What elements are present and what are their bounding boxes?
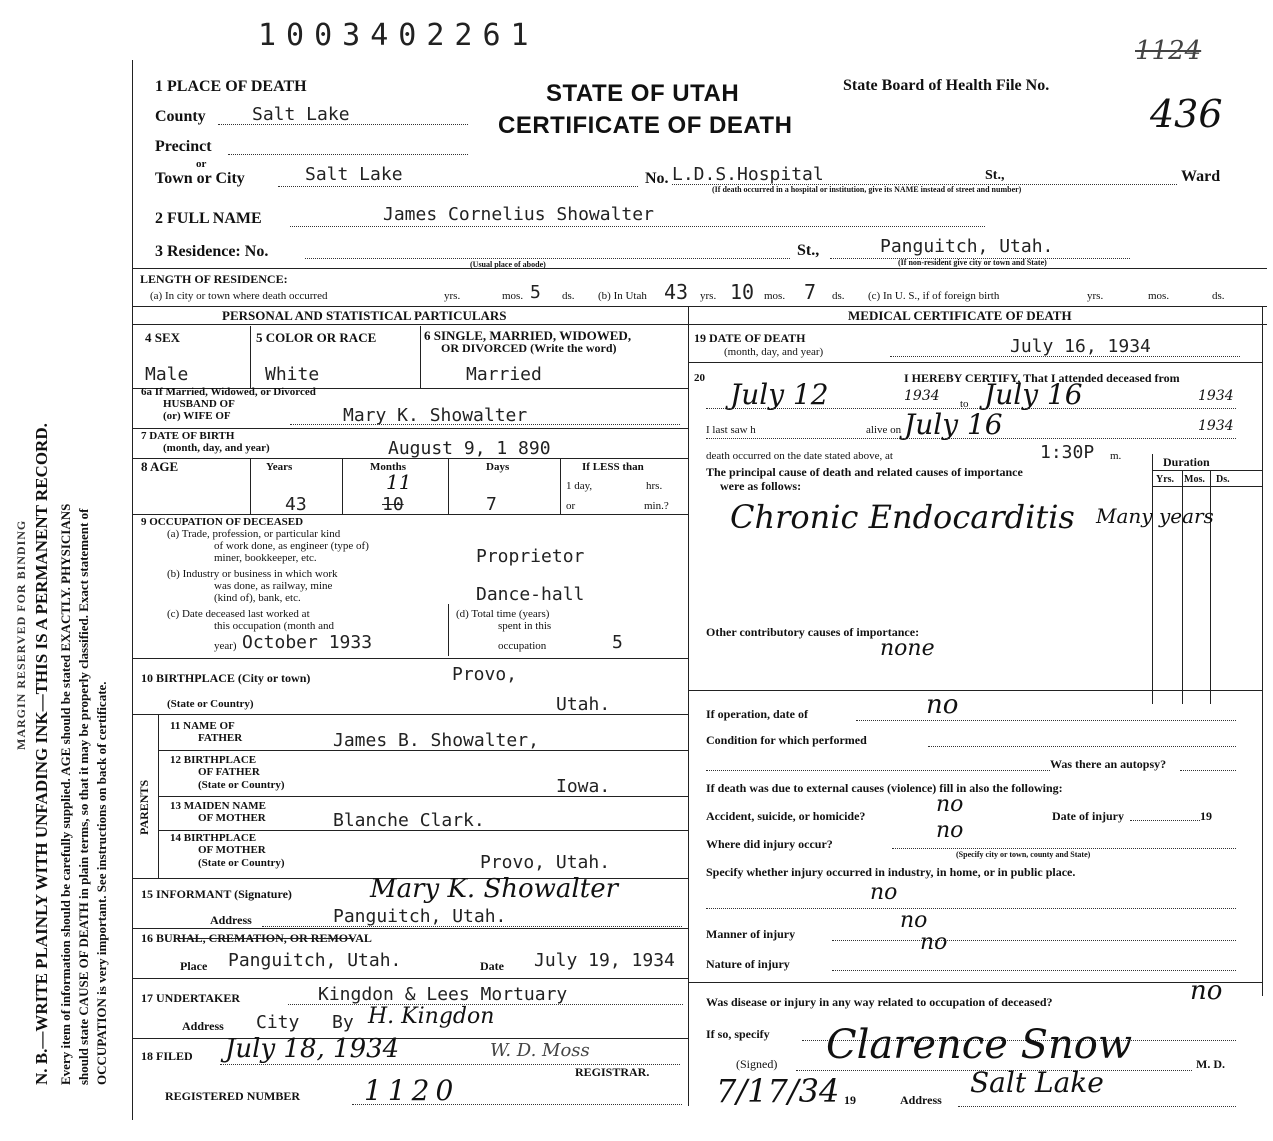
occupation-related-label: Was disease or injury in any way related to occupation of deceased?	[706, 995, 1053, 1009]
medical-header: MEDICAL CERTIFICATE OF DEATH	[848, 308, 1072, 323]
if-so-label: If so, specify	[706, 1027, 770, 1041]
manner-label: Manner of injury	[706, 927, 796, 941]
injury-date-label: Date of injury	[1052, 809, 1124, 823]
external-causes-label: If death was due to external causes (violence) fill in also the following:	[706, 781, 1063, 795]
occ-b-label-3: (kind of), bank, etc.	[214, 592, 301, 604]
father-label-2: FATHER	[198, 732, 243, 744]
physician-signature: Clarence Snow	[826, 1022, 1133, 1068]
full-name-label: 2 FULL NAME	[155, 210, 262, 227]
dod-label-2: (month, day, and year)	[724, 346, 824, 358]
residence-label: 3 Residence: No.	[155, 243, 269, 260]
accident-label: Accident, suicide, or homicide?	[706, 809, 866, 823]
attend-to-value: July 16	[984, 378, 1083, 411]
county-line	[218, 124, 468, 125]
dob-label-1: 7 DATE OF BIRTH	[141, 430, 235, 442]
signed-year-label: 19	[844, 1093, 856, 1107]
last-saw-label: I last saw h	[706, 424, 756, 436]
hospital-note: (If death occurred in a hospital or institution, give its NAME instead of street and number)	[712, 185, 1022, 194]
sex-label: 4 SEX	[145, 330, 181, 345]
nature-value: no	[920, 930, 948, 955]
duration-header-rule	[1152, 470, 1262, 471]
row-16-rule	[132, 928, 688, 929]
serial-number: 1003402261	[258, 18, 539, 53]
residence-top-rule	[132, 268, 1267, 269]
residence-a-ds: ds.	[562, 290, 575, 302]
residence-a-label: (a) In city or town where death occurred	[150, 290, 328, 302]
injury-date-year-label: 19	[1200, 809, 1212, 823]
section-header-rule	[132, 306, 1267, 307]
months-label: Months	[370, 461, 407, 473]
row-operation-rule	[688, 690, 1262, 691]
father-label-1: 11 NAME OF	[170, 720, 235, 732]
row-10-rule	[132, 658, 688, 659]
marital-label-2: OR DIVORCED (Write the word)	[441, 341, 617, 355]
residence-a-mos: mos.	[502, 290, 524, 302]
age-divider-4	[560, 458, 561, 514]
margin-binding-text: MARGIN RESERVED FOR BINDING	[14, 519, 28, 750]
last-saw-year: 1934	[1198, 418, 1234, 434]
birthplace-city-value: Provo,	[452, 664, 518, 685]
hospital-value: L.D.S.Hospital	[672, 164, 824, 185]
residence-c-label: (c) In U. S., if of foreign birth	[868, 290, 1000, 302]
precinct-label: Precinct	[155, 138, 212, 155]
autopsy-answer-line	[1180, 770, 1236, 771]
certify-number: 20	[694, 372, 705, 384]
father-birth-label-3: (State or Country)	[198, 779, 285, 791]
age-divider-1	[250, 458, 251, 514]
sex-race-divider	[250, 326, 251, 388]
personal-header: PERSONAL AND STATISTICAL PARTICULARS	[222, 308, 507, 323]
or-min-label: or	[566, 500, 576, 512]
duration-label: Duration	[1163, 455, 1210, 469]
residence-b-ds-value: 7	[804, 280, 817, 304]
row-13-rule	[158, 796, 688, 797]
race-value: White	[265, 364, 320, 385]
ward-label: Ward	[1181, 168, 1221, 185]
full-name-line	[290, 226, 985, 227]
county-value: Salt Lake	[252, 104, 350, 125]
age-years-value: 43	[285, 494, 307, 515]
registered-number-line	[352, 1104, 682, 1105]
min-label: min.?	[644, 500, 669, 512]
burial-label-strike	[174, 938, 354, 939]
mother-label-2: OF MOTHER	[198, 812, 266, 824]
occupation-d-divider	[448, 604, 449, 656]
residence-c-mos: mos.	[1148, 290, 1170, 302]
attend-from-value: July 12	[730, 378, 829, 411]
undertaker-address-label: Address	[182, 1019, 224, 1033]
cause-duration-value: Many years	[1096, 504, 1214, 528]
birthplace-state-label: (State or Country)	[167, 698, 254, 710]
sex-value: Male	[145, 364, 189, 385]
residence-b-label: (b) In Utah	[598, 290, 647, 302]
undertaker-address-value: City	[256, 1012, 300, 1033]
hrs-label: hrs.	[646, 480, 663, 492]
mother-birth-label-2: OF MOTHER	[198, 844, 266, 856]
age-label: 8 AGE	[141, 459, 179, 474]
physician-address-value: Salt Lake	[970, 1066, 1104, 1099]
residence-a-mos-value: 5	[530, 282, 541, 303]
occ-c-label-1: (c) Date deceased last worked at	[167, 608, 310, 620]
manner-value: no	[900, 908, 928, 933]
birthplace-state-value: Utah.	[556, 694, 611, 715]
one-day-label: 1 day,	[566, 480, 593, 492]
margin-nb-text: N. B.—WRITE PLAINLY WITH UNFADING INK—THIS IS A PERMANENT RECORD.	[32, 423, 51, 1085]
residence-c-yrs: yrs.	[1087, 290, 1104, 302]
spouse-label-1: 6a If Married, Widowed, or Divorced	[141, 386, 316, 398]
row-18-rule	[132, 1038, 688, 1039]
residence-b-yrs: yrs.	[700, 290, 717, 302]
other-causes-label: Other contributory causes of importance:	[706, 625, 920, 639]
father-value: James B. Showalter,	[333, 730, 539, 751]
town-label: Town or City	[155, 170, 245, 187]
full-name-value: James Cornelius Showalter	[383, 204, 654, 225]
cause-label-1: The principal cause of death and related causes of importance	[706, 465, 1023, 479]
residence-c-ds: ds.	[1212, 290, 1225, 302]
parents-label: PARENTS	[137, 779, 151, 835]
marital-label-1: 6 SINGLE, MARRIED, WIDOWED,	[424, 328, 632, 343]
town-line	[278, 186, 638, 187]
certificate-title: CERTIFICATE OF DEATH	[498, 112, 793, 139]
age-divider-2	[342, 458, 343, 514]
occ-c-label-3: year)	[214, 640, 237, 652]
margin-instruction-1: Every item of information should be carefully supplied. AGE should be stated EXACTLY. PHYSICIANS	[58, 503, 73, 1085]
marital-value: Married	[466, 364, 542, 385]
length-of-residence-label: LENGTH OF RESIDENCE:	[140, 272, 288, 286]
precinct-line	[228, 154, 468, 155]
injury-date-line	[1130, 820, 1200, 821]
age-days-value: 7	[486, 494, 497, 515]
md-label: M. D.	[1196, 1057, 1225, 1071]
attend-to-label: to	[960, 398, 969, 410]
occ-b-label-2: was done, as railway, mine	[214, 580, 333, 592]
occupation-related-value: no	[1190, 976, 1223, 1006]
manner-line	[832, 940, 1236, 941]
occupation-c-value: October 1933	[242, 632, 373, 653]
signed-date-value: 7/17/34	[716, 1072, 840, 1110]
last-saw-line	[706, 438, 1236, 439]
or-label: or	[196, 158, 207, 170]
county-label: County	[155, 108, 206, 125]
hospital-no-label: No.	[645, 170, 669, 187]
where-injury-line	[892, 848, 1236, 849]
operation-value: no	[926, 690, 959, 720]
residence-a-yrs: yrs.	[444, 290, 461, 302]
spouse-line	[290, 424, 680, 425]
burial-date-value: July 19, 1934	[534, 950, 675, 971]
where-injury-value: no	[936, 818, 964, 843]
nonresident-note: (If non-resident give city or town and State)	[898, 258, 1047, 267]
attend-from-year: 1934	[904, 388, 940, 404]
residence-b-yrs-value: 43	[664, 280, 689, 304]
death-time-m: m.	[1110, 450, 1122, 462]
nature-label: Nature of injury	[706, 957, 790, 971]
occ-d-label-3: occupation	[498, 640, 547, 652]
occ-a-label-2: of work done, as engineer (type of)	[214, 540, 369, 552]
row-8-rule	[132, 458, 688, 459]
attend-to-year: 1934	[1198, 388, 1234, 404]
filed-value: July 18, 1934	[225, 1034, 400, 1064]
autopsy-line	[706, 770, 1050, 771]
mother-birthplace-value: Provo, Utah.	[480, 852, 611, 873]
burial-place-value: Panguitch, Utah.	[228, 950, 402, 971]
operation-label: If operation, date of	[706, 707, 808, 721]
center-divider	[688, 306, 689, 1106]
burial-place-label: Place	[180, 959, 208, 973]
specify-injury-value: no	[870, 880, 898, 905]
row-11-rule	[132, 714, 688, 715]
condition-label: Condition for which performed	[706, 733, 867, 747]
occ-b-label-1: (b) Industry or business in which work	[167, 568, 338, 580]
occ-d-label-2: spent in this	[498, 620, 552, 632]
undertaker-label: 17 UNDERTAKER	[141, 991, 241, 1005]
duration-yrs: Yrs.	[1156, 474, 1175, 485]
top-right-number: 1124	[1135, 36, 1202, 66]
town-value: Salt Lake	[305, 164, 403, 185]
occupation-label: 9 OCCUPATION OF DECEASED	[141, 516, 304, 528]
row-17-rule	[132, 978, 688, 979]
father-birth-label-2: OF FATHER	[198, 766, 260, 778]
dob-label-2: (month, day, and year)	[163, 442, 270, 454]
occupation-a-value: Proprietor	[476, 546, 585, 567]
filed-label: 18 FILED	[141, 1049, 193, 1063]
row-20-rule	[688, 362, 1262, 363]
specify-injury-line	[706, 908, 1236, 909]
dod-value: July 16, 1934	[1010, 336, 1151, 357]
informant-address-value: Panguitch, Utah.	[333, 906, 507, 927]
alive-on-label: alive on	[866, 424, 902, 436]
informant-signature: Mary K. Showalter	[370, 874, 619, 904]
residence-b-mos: mos.	[764, 290, 786, 302]
father-birth-label-1: 12 BIRTHPLACE	[170, 754, 257, 766]
registrar-signature: W. D. Moss	[490, 1040, 590, 1061]
left-border	[132, 60, 133, 1120]
occ-c-label-2: this occupation (month and	[214, 620, 335, 632]
where-injury-note: (Specify city or town, county and State)	[956, 850, 1091, 859]
occupation-b-value: Dance-hall	[476, 584, 585, 605]
specify-injury-label: Specify whether injury occurred in industry, in home, or in public place.	[706, 865, 1076, 879]
place-of-death-heading: 1 PLACE OF DEATH	[155, 78, 307, 95]
dob-value: August 9, 1 890	[388, 438, 551, 459]
last-saw-value: July 16	[904, 408, 1003, 441]
undertaker-value: Kingdon & Lees Mortuary	[318, 984, 568, 1005]
file-number-label: State Board of Health File No.	[843, 77, 1050, 94]
residence-b-mos-value: 10	[730, 280, 755, 304]
section-subheader-rule	[132, 324, 1267, 325]
hospital-st-label: St.,	[985, 168, 1005, 183]
residence-b-ds: ds.	[832, 290, 845, 302]
dod-label-1: 19 DATE OF DEATH	[694, 331, 806, 345]
duration-subheader-rule	[1152, 486, 1262, 487]
residence-st-label: St.,	[797, 242, 820, 259]
informant-address-line	[262, 926, 682, 927]
less-than-label: If LESS than	[582, 461, 644, 473]
mother-value: Blanche Clark.	[333, 810, 485, 831]
right-border	[1262, 306, 1263, 996]
mother-birth-label-1: 14 BIRTHPLACE	[170, 832, 257, 844]
physician-address-label: Address	[900, 1093, 942, 1107]
autopsy-label: Was there an autopsy?	[1050, 757, 1167, 771]
accident-value: no	[936, 792, 964, 817]
age-months-value: 11	[386, 470, 412, 494]
duration-mos: Mos.	[1184, 474, 1205, 485]
condition-line	[928, 746, 1236, 747]
certify-text: I HEREBY CERTIFY, That I attended deceased from	[904, 371, 1180, 385]
occ-d-label-1: (d) Total time (years)	[456, 608, 550, 620]
nature-line	[832, 970, 1236, 971]
undertaker-by-label: By	[332, 1012, 354, 1033]
row-7-rule	[132, 428, 688, 429]
registrar-label: REGISTRAR.	[575, 1065, 650, 1079]
informant-label: 15 INFORMANT (Signature)	[141, 887, 292, 901]
death-occurred-label: death occurred on the date stated above, at	[706, 450, 893, 462]
registered-number-label: REGISTERED NUMBER	[165, 1089, 301, 1103]
race-marital-divider	[420, 326, 421, 388]
usual-abode-note: (Usual place of abode)	[470, 260, 546, 269]
state-title: STATE OF UTAH	[546, 80, 740, 107]
informant-address-label: Address	[210, 913, 252, 927]
years-label: Years	[266, 461, 293, 473]
undertaker-signature: H. Kingdon	[368, 1004, 495, 1029]
physician-address-line	[958, 1106, 1236, 1107]
dod-line	[890, 356, 1240, 357]
death-time-value: 1:30P	[1040, 442, 1095, 463]
occ-a-label-3: miner, bookkeeper, etc.	[214, 552, 317, 564]
row-12-rule	[158, 750, 688, 751]
where-injury-label: Where did injury occur?	[706, 837, 833, 851]
margin-instruction-2: should state CAUSE OF DEATH in plain terms, so that it may be properly classified. Exact statement of	[76, 508, 91, 1085]
row-14-rule	[158, 830, 688, 831]
cause-label-2: were as follows:	[720, 479, 802, 493]
spouse-value: Mary K. Showalter	[343, 405, 528, 426]
race-label: 5 COLOR OR RACE	[256, 330, 377, 345]
other-causes-value: none	[880, 636, 935, 661]
mother-birth-label-3: (State or Country)	[198, 857, 285, 869]
row-9-rule	[132, 514, 688, 515]
operation-line	[856, 720, 1236, 721]
residence-value: Panguitch, Utah.	[880, 236, 1054, 257]
birthplace-label: 10 BIRTHPLACE (City or town)	[141, 671, 311, 685]
days-label: Days	[486, 461, 510, 473]
burial-label: 16 BURIAL, CREMATION, OR REMOVAL	[141, 931, 372, 945]
spouse-label-3: (or) WIFE OF	[163, 410, 231, 422]
cause-value: Chronic Endocarditis	[730, 498, 1075, 536]
occ-a-label-1: (a) Trade, profession, or particular kind	[167, 528, 341, 540]
burial-date-label: Date	[480, 959, 504, 973]
row-occupation-rule	[688, 982, 1262, 983]
margin-instruction-3: OCCUPATION is very important. See instructions on back of certificate.	[94, 681, 109, 1085]
occupation-d-value: 5	[612, 632, 623, 653]
duration-divider-left	[1152, 454, 1153, 704]
file-number-value: 436	[1150, 92, 1223, 136]
duration-ds: Ds.	[1216, 474, 1230, 485]
age-divider-3	[448, 458, 449, 514]
mother-label-1: 13 MAIDEN NAME	[170, 800, 266, 812]
father-birthplace-value: Iowa.	[556, 776, 611, 797]
registered-number-value: 1120	[364, 1074, 460, 1107]
age-months-struck: 10	[382, 494, 404, 515]
spouse-label-2: HUSBAND OF	[163, 398, 235, 410]
signed-label: (Signed)	[736, 1057, 778, 1071]
residence-line	[305, 258, 790, 259]
